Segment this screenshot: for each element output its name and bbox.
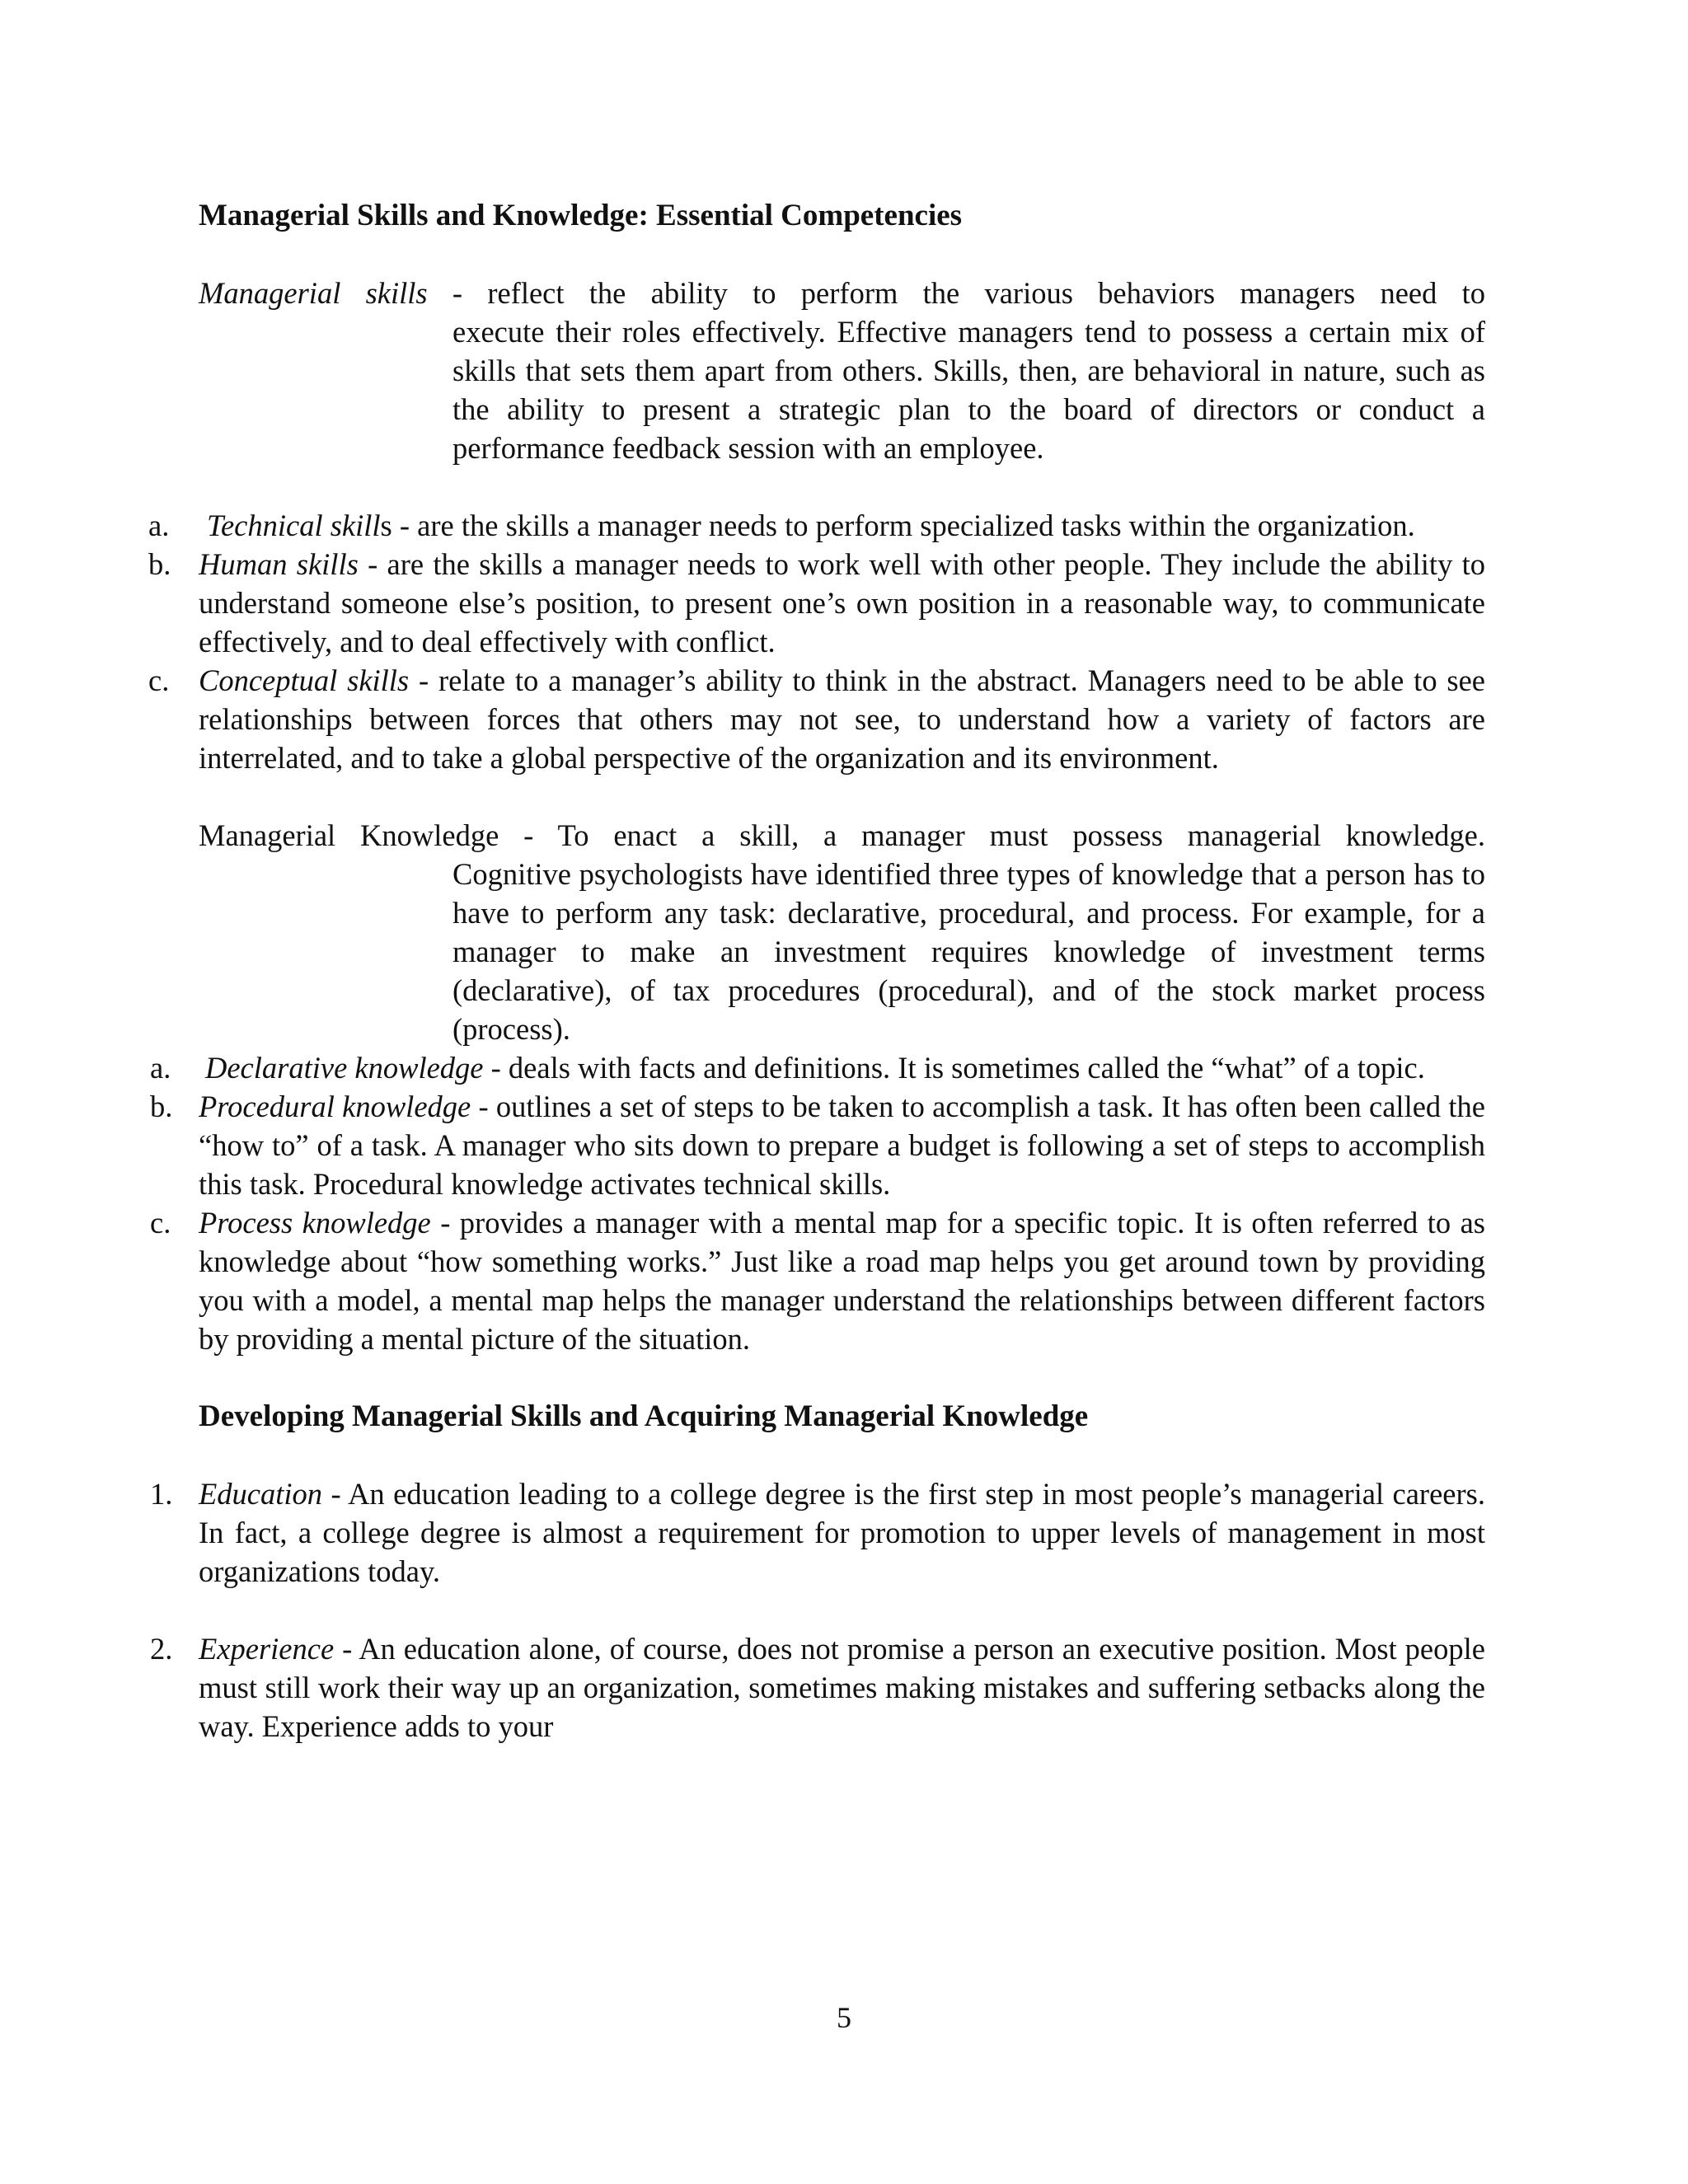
section-heading-competencies: Managerial Skills and Knowledge: Essential Competencies	[199, 199, 963, 232]
definition-lead-text: To enact a skill, a manager must possess managerial knowledge.	[557, 818, 1486, 852]
definition-managerial-skills	[199, 274, 1485, 467]
spacer	[199, 235, 1485, 274]
term-separator: -	[483, 1051, 509, 1085]
skills-list	[148, 506, 1486, 777]
list-marker: b.	[148, 547, 171, 581]
list-item-human-skills	[148, 545, 1486, 661]
spacer	[199, 1358, 1485, 1397]
list-item-text: provides a manager with a mental map for a specific topic. It is often referred to as knowledge about “how something works.” Just like a road map helps you get around town by providing you with a model, a mental map helps the manager understand the relationships between different factors by providing a mental picture of the situation.	[199, 1206, 1485, 1356]
definition-lead-text: reflect the ability to perform the various behaviors managers need to	[487, 276, 1486, 310]
term-separator: -	[471, 1090, 496, 1123]
term-separator: -	[358, 547, 387, 581]
list-item-education	[150, 1474, 1485, 1591]
list-item-conceptual-skills	[148, 661, 1486, 777]
term-technical-skills: Technical skill	[207, 509, 381, 542]
list-item-procedural-knowledge	[150, 1087, 1485, 1203]
list-item-text: deals with facts and definitions. It is sometimes called the “what” of a topic.	[508, 1051, 1425, 1085]
term-separator: -	[392, 509, 418, 542]
term-experience: Experience	[199, 1632, 335, 1666]
list-item-text: are the skills a manager needs to work well with other people. They include the ability to understand someone else’s position, to present one’s own position in a reasonable way, to communicate effectively, and to deal effectively with conflict.	[199, 547, 1486, 658]
page-number: 5	[837, 2001, 851, 2034]
spacer	[199, 1436, 1485, 1474]
definition-managerial-knowledge	[199, 816, 1485, 1048]
term-conceptual-skills: Conceptual skills	[199, 663, 410, 697]
list-marker: b.	[150, 1090, 173, 1123]
list-item-declarative-knowledge	[150, 1048, 1485, 1087]
spacer	[199, 777, 1485, 816]
term-human-skills: Human skills	[199, 547, 359, 581]
term-tail: s	[380, 509, 392, 542]
list-item-text: are the skills a manager needs to perform specialized tasks within the organization.	[417, 509, 1415, 542]
term-separator: -	[334, 1632, 359, 1666]
term-managerial-skills: Managerial skills	[199, 276, 428, 310]
development-list	[150, 1474, 1485, 1746]
term-separator: -	[430, 1206, 460, 1240]
term-procedural-knowledge: Procedural knowledge	[199, 1090, 471, 1123]
list-item-text: relate to a manager’s ability to think in the abstract. Managers need to be able to see relationships between forces that others may not see, to understand how a variety of factors are interrelated, and to take a global perspective of the organization and its environment.	[199, 663, 1486, 775]
definition-lead-line	[199, 274, 1485, 312]
list-item-text: An education alone, of course, does not promise a person an executive position. Most people must still work their way up an organization, sometimes making mistakes and suffering setbacks along the way. Experience adds to your	[199, 1632, 1485, 1743]
list-item-text: outlines a set of steps to be taken to accomplish a task. It has often been called the “how to” of a task. A manager who sits down to prepare a budget is following a set of steps to accomplish this task. Procedural knowledge activates technical skills.	[199, 1090, 1485, 1201]
list-marker: a.	[148, 509, 170, 542]
definition-body: execute their roles effectively. Effective managers tend to possess a certain mix of skills that sets them apart from others. Skills, then, are behavioral in nature, such as the ability to present a strategic plan to the board of directors or conduct a performance feedback session with an employee.	[452, 315, 1485, 465]
definition-body: Cognitive psychologists have identified three types of knowledge that a person has to have to perform any task: declarative, procedural, and process. For example, for a manager to make an investment requires knowledge of investment terms (declarative), of tax procedures (procedural), and of the stock market process (process).	[452, 857, 1485, 1046]
definition-lead-line	[199, 816, 1485, 855]
term-education: Education	[199, 1477, 323, 1511]
term-managerial-knowledge: Managerial Knowledge	[199, 818, 499, 852]
term-declarative-knowledge: Declarative knowledge	[205, 1051, 484, 1085]
spacer	[199, 467, 1485, 506]
term-separator: -	[499, 818, 558, 852]
list-marker: 1.	[150, 1477, 173, 1511]
term-process-knowledge: Process knowledge	[199, 1206, 431, 1240]
term-separator: -	[322, 1477, 349, 1511]
term-separator: -	[409, 663, 438, 697]
list-item-text: An education leading to a college degree is the first step in most people’s managerial careers. In fact, a college degree is almost a requirement for promotion to upper levels of management in most organizations today.	[199, 1477, 1485, 1588]
list-item-technical-skills	[148, 506, 1485, 545]
list-marker: 2.	[150, 1632, 173, 1666]
list-item-process-knowledge	[150, 1203, 1485, 1358]
section-heading-developing: Developing Managerial Skills and Acquiring Managerial Knowledge	[199, 1399, 1089, 1433]
list-item-experience	[150, 1629, 1485, 1746]
list-marker: c.	[148, 663, 170, 697]
knowledge-list	[150, 1048, 1485, 1358]
list-marker: c.	[150, 1206, 171, 1240]
term-separator: -	[427, 276, 488, 310]
list-marker: a.	[150, 1051, 171, 1085]
spacer	[199, 1591, 1485, 1629]
page-content	[148, 196, 1486, 1746]
